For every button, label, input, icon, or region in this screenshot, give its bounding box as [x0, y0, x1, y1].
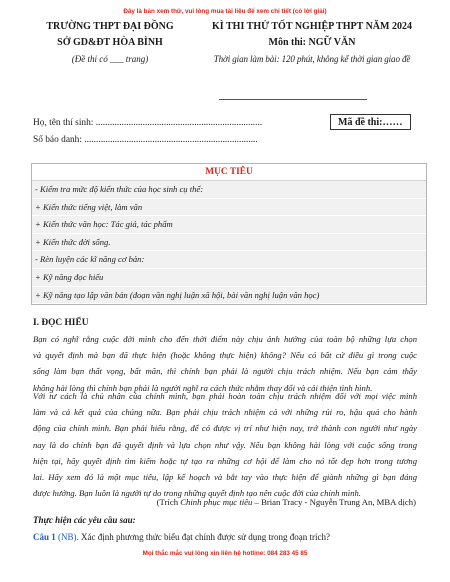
student-name-field[interactable]: Họ, tên thí sinh: ....................................................................... — [33, 118, 263, 128]
objective-item: - Kiểm tra mức độ kiến thức của học sinh cụ thể: — [32, 181, 426, 199]
paragraph-line: Bạn có nghĩ rằng cuộc đời mình cho đến thời điểm này chịu ảnh hưởng của toàn bộ những lựa chọn — [33, 334, 417, 344]
question-text: Xác định phương thức biểu đạt chính được sử dụng trong đoạn trích? — [78, 532, 330, 542]
preview-notice: Đây là bản xem thử, vui lòng mua tài liệu để xem chi tiết (có lời giải) — [123, 8, 327, 15]
subject-text: Môn thi: NGỮ VĂN — [268, 37, 356, 48]
student-id-field[interactable]: Số báo danh: .......................................................................... — [33, 135, 258, 145]
header-divider — [219, 99, 367, 100]
paragraph-line: sống làm bạn thất vọng, bất mãn, thì chính bạn phải là người chịu trách nhiệm. Nếu bạn cảm thấy — [33, 366, 417, 377]
pages-note: (Đề thi có ___ trang) — [71, 54, 149, 64]
excerpt-source — [157, 497, 416, 507]
objective-item: - Rèn luyện các kĩ năng cơ bản: — [32, 251, 426, 269]
objective-item: + Kỹ năng đọc hiểu — [32, 269, 426, 287]
exam-code-box: Mã đề thi:…… — [330, 114, 411, 130]
reading-paragraph-2 — [33, 388, 417, 501]
header-right — [186, 19, 438, 67]
student-info — [33, 115, 262, 149]
exam-title: KÌ THI THỬ TỐT NGHIỆP THPT NĂM 2024 — [212, 21, 412, 32]
paragraph-line: hiện tại, hãy quyết định tìm kiếm hoặc tự tạo ra những cơ hội để làm cho nó tốt đẹp hơn trong tương — [33, 455, 417, 466]
reading-paragraph-1 — [33, 331, 417, 396]
school-name: TRƯỜNG THPT ĐẠI ĐỒNG — [46, 21, 174, 32]
paragraph-line: Với tư cách là chủ nhân của chính mình, bạn phải hoàn toàn chịu trách nhiệm đối với mọi việc mình — [33, 391, 417, 401]
department-name: SỞ GD&ĐT HÒA BÌNH — [57, 37, 163, 48]
objective-item: + Kiến thức tiếng việt, làm văn — [32, 199, 426, 217]
objective-item: + Kiến thức đời sống. — [32, 234, 426, 252]
subject-line — [186, 35, 438, 51]
paragraph-line: lai. Hãy xem đó là một mục tiêu, lập kế hoạch và bắt tay vào thực hiện để giành những gì bạn đáng — [33, 472, 417, 483]
reading-section-title: I. ĐỌC HIỂU — [33, 318, 89, 328]
paragraph-line: không hài lòng thì chính bạn phải là người nghĩ ra cách thức nhằm thay đổi và cải thiện tình hình. — [33, 382, 373, 393]
header-left — [26, 19, 194, 67]
objective-item: + Kiến thức văn học: Tác giả, tác phẩm — [32, 216, 426, 234]
paragraph-line: động của chính mình. Bạn phải hiểu rằng, để có được vị trí như hiện nay, trở thành con người như ngày — [33, 423, 417, 434]
objectives-table — [31, 163, 427, 305]
objective-item: + Kỹ năng tạo lập văn bản (đoạn văn nghị luận xã hội, bài văn nghị luận văn học) — [32, 287, 426, 305]
objectives-title: MỤC TIÊU — [32, 164, 426, 181]
paragraph-line: làm và cả kết quả của chúng nữa. Bạn phải chịu trách nhiệm cả với những rủi ro, hậu quả cho hành — [33, 407, 417, 418]
source-title: Chinh phục mục tiêu — [180, 497, 253, 507]
task-heading: Thực hiện các yêu cầu sau: — [33, 515, 136, 525]
source-prefix: (Trích — [156, 497, 181, 507]
paragraph-line: nay là do chính bạn đã quyết định và lựa chọn như vậy. Nếu bạn không hài lòng với cuộc sống trong — [33, 439, 417, 450]
question-1 — [33, 532, 330, 542]
paragraph-line: và quyết định mà bạn đã thực hiện (hoặc không thực hiện) không? Nếu có bất cứ điều gì trong cuộc — [33, 350, 417, 361]
hotline-notice: Mọi thắc mắc vui lòng xin liên hệ hotline: 084 283 45 85 — [142, 550, 308, 557]
paragraph-line: được hưởng. Bạn luôn là người tự do trong những quyết định tạo nên cuộc đời của chính mình. — [33, 488, 361, 499]
question-label: Câu 1 — [33, 532, 56, 542]
time-note: Thời gian làm bài: 120 phút, không kể thời gian giao đề — [213, 54, 411, 64]
source-suffix: – Brian Tracy - Nguyễn Trung An, MBA dịch) — [252, 497, 416, 507]
question-level: (NB). — [55, 532, 79, 542]
